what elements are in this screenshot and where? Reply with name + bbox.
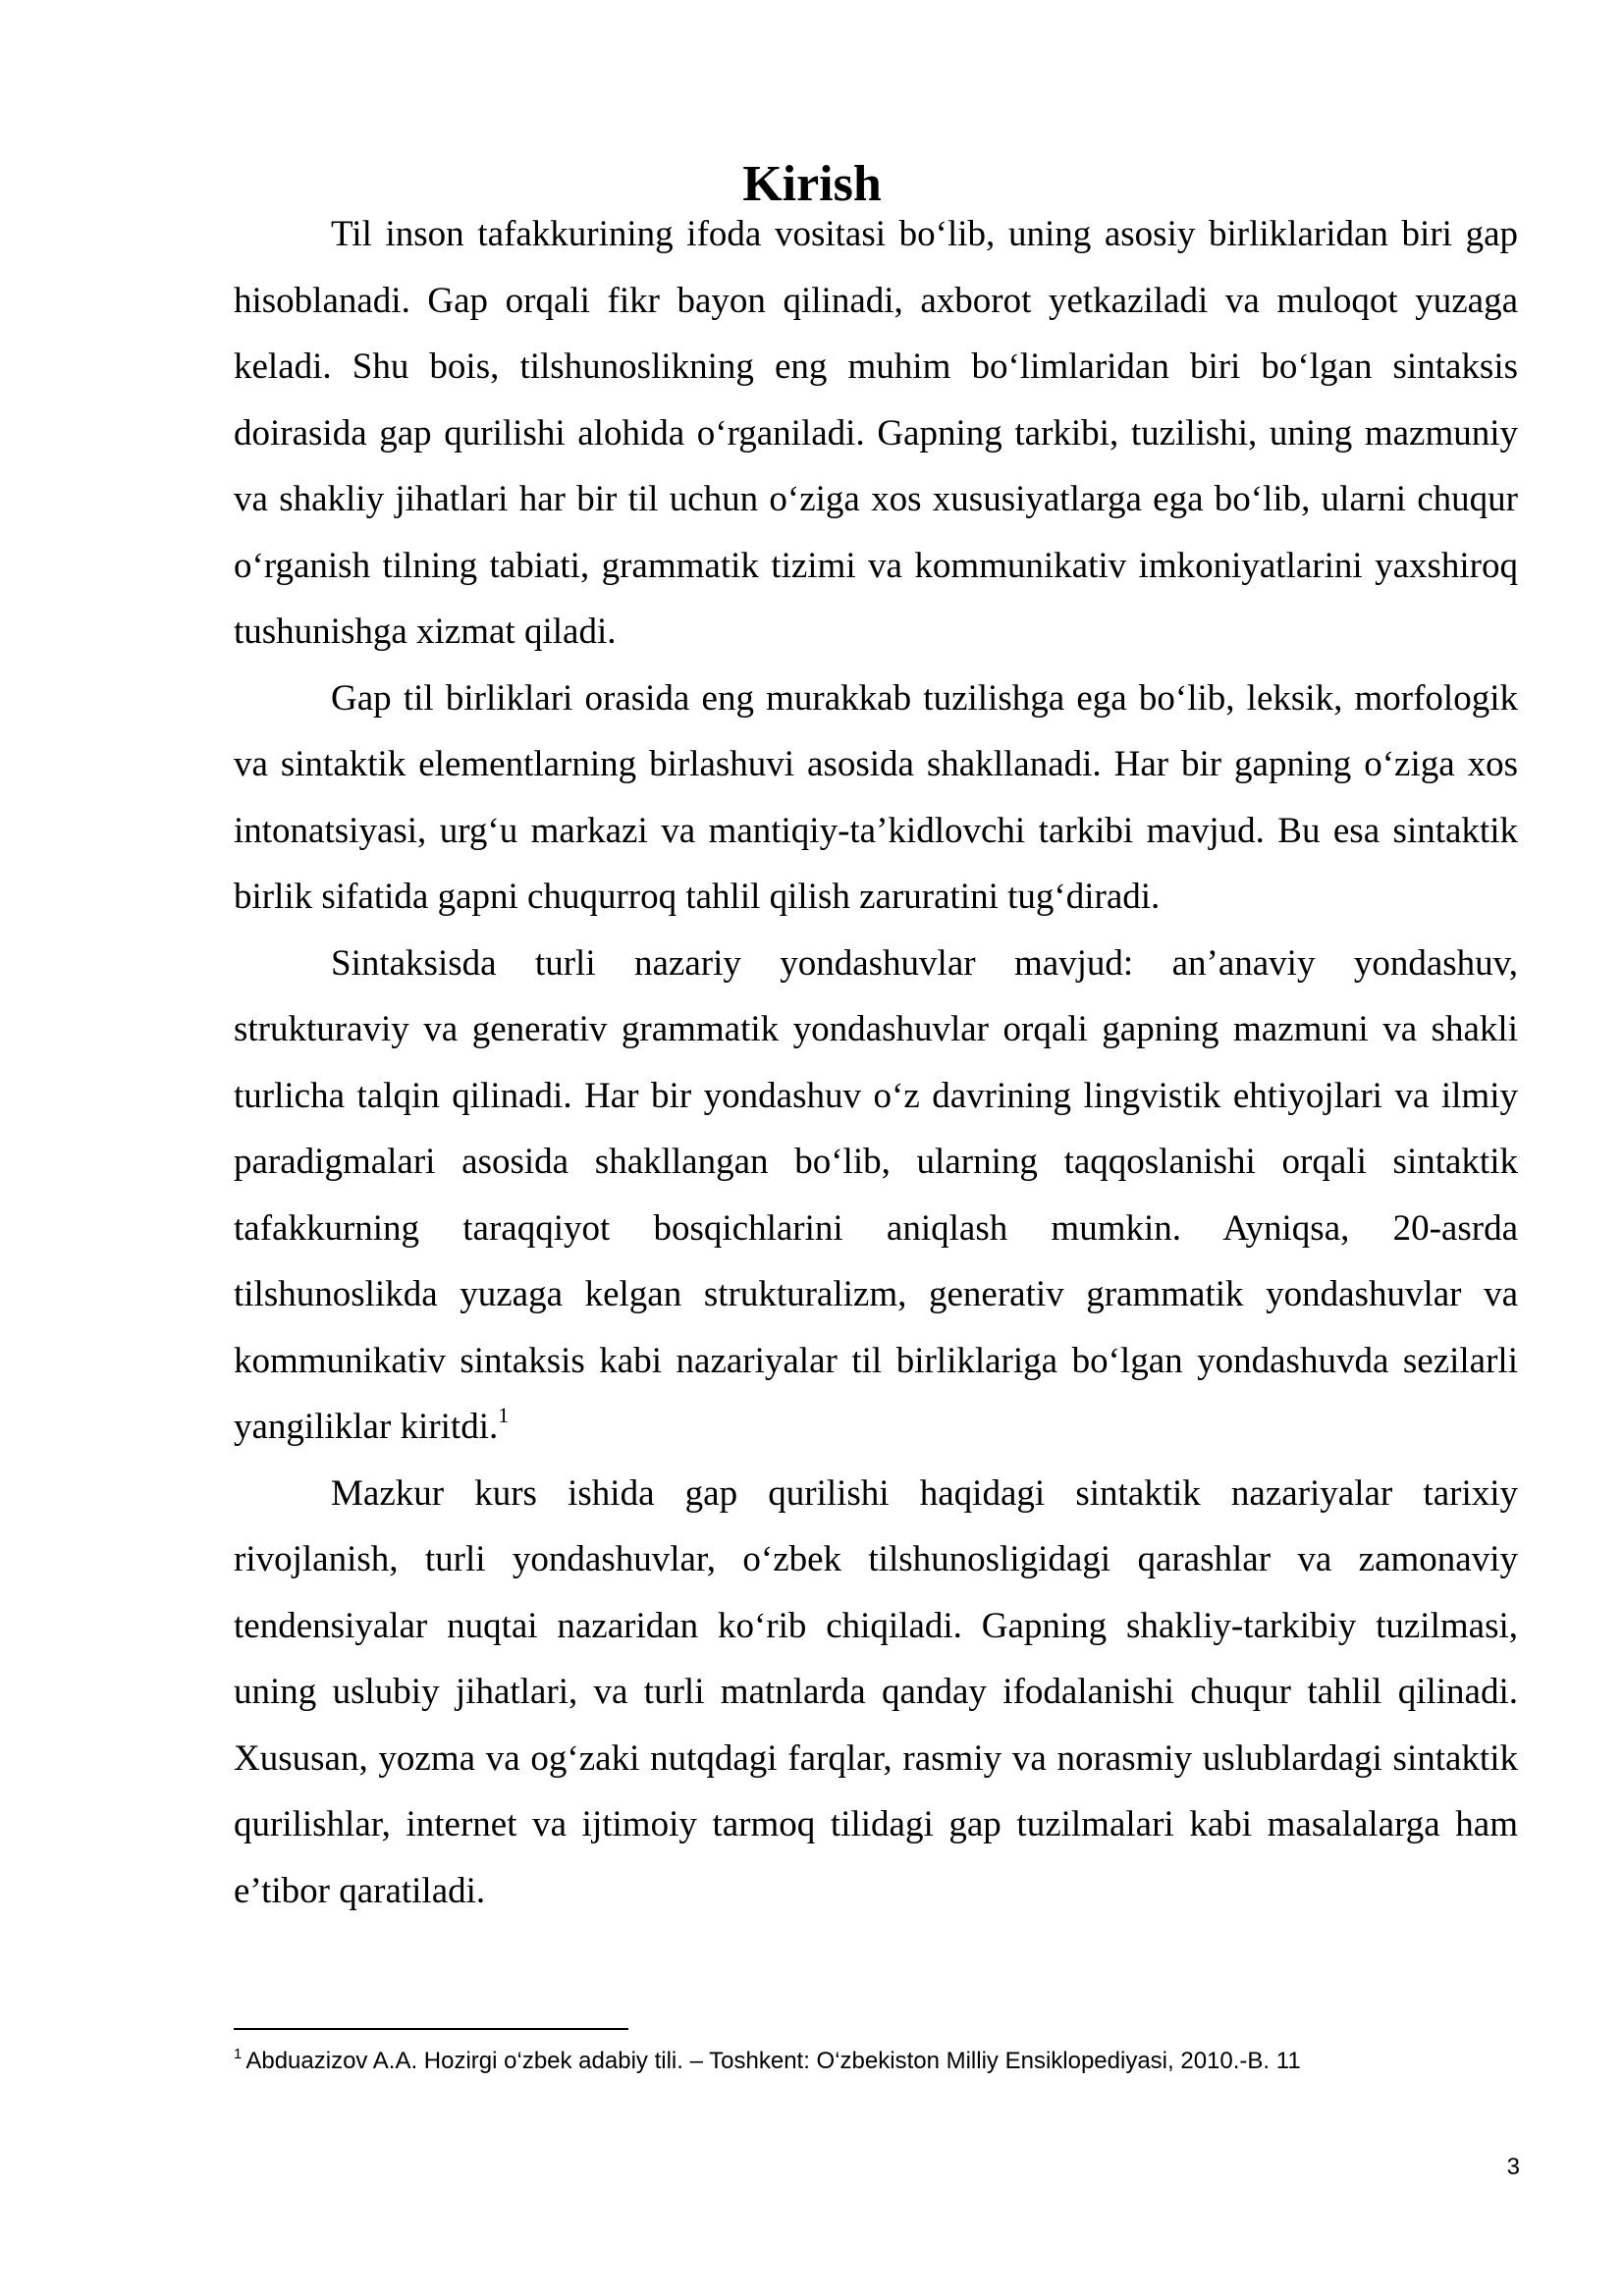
body-text: [234, 201, 1518, 1924]
footnote-reference[interactable]: 1: [498, 1403, 510, 1427]
paragraph-1: Til inson tafakkurining ifoda vositasi bo‘lib, uning asosiy birliklaridan biri gap hisoblanadi. Gap orqali fikr bayon qilinadi, axborot yetkaziladi va muloqot yuzaga keladi. Shu bois, tilshunoslikning eng muhim bo‘limlaridan biri bo‘lgan sintaksis doirasida gap qurilishi alohida o‘rganiladi. Gapning tarkibi, tuzilishi, uning mazmuniy va shakliy jihatlari har bir til uchun o‘ziga xos xususiyatlarga ega bo‘lib, ularni chuqur o‘rganish tilning tabiati, grammatik tizimi va kommunikativ imkoniyatlarini yaxshiroq tushunishga xizmat qiladi.: [234, 214, 1518, 652]
footnote-text: Abduazizov A.A. Hozirgi o‘zbek adabiy tili. – Toshkent: O‘zbekiston Milliy Ensiklopediyasi, 2010.-B. 11: [245, 2048, 1301, 2074]
footnote: [234, 2044, 1518, 2079]
footnote-separator: [234, 2028, 628, 2030]
paragraph-3: [234, 931, 1518, 1461]
paragraph-3-text: Sintaksisda turli nazariy yondashuvlar mavjud: an’anaviy yondashuv, strukturaviy va generativ grammatik yondashuvlar orqali gapning mazmuni va shakli turlicha talqin qilinadi. Har bir yondashuv o‘z davrining lingvistik ehtiyojlari va ilmiy paradigmalari asosida shakllangan bo‘lib, ularning taqqoslanishi orqali sintaktik tafakkurning taraqqiyot bosqichlarini aniqlash mumkin. Ayniqsa, 20-asrda tilshunoslikda yuzaga kelgan strukturalizm, generativ grammatik yondashuvlar va kommunikativ sintaksis kabi nazariyalar til birliklariga bo‘lgan yondashuvda sezilarli yangiliklar kiritdi.: [234, 942, 1518, 1447]
paragraph-4: Mazkur kurs ishida gap qurilishi haqidagi sintaktik nazariyalar tarixiy rivojlanish, turli yondashuvlar, o‘zbek tilshunosligidagi qarashlar va zamonaviy tendensiyalar nuqtai nazaridan ko‘rib chiqiladi. Gapning shakliy-tarkibiy tuzilmasi, uning uslubiy jihatlari, va turli matnlarda qanday ifodalanishi chuqur tahlil qilinadi. Xususan, yozma va og‘zaki nutqdagi farqlar, rasmiy va norasmiy uslublardagi sintaktik qurilishlar, internet va ijtimoiy tarmoq tilidagi gap tuzilmalari kabi masalalarga ham e’tibor qaratiladi.: [234, 1472, 1518, 1911]
footnote-marker: 1: [234, 2046, 243, 2062]
page-title: Kirish: [742, 156, 882, 212]
paragraph-2: Gap til birliklari orasida eng murakkab tuzilishga ega bo‘lib, leksik, morfologik va sintaktik elementlarning birlashuvi asosida shakllanadi. Har bir gapning o‘ziga xos intonatsiyasi, urg‘u markazi va mantiqiy-ta’kidlovchi tarkibi mavjud. Bu esa sintaktik birlik sifatida gapni chuqurroq tahlil qilish zaruratini tug‘diradi.: [234, 677, 1518, 917]
page-number: 3: [1506, 2154, 1520, 2180]
